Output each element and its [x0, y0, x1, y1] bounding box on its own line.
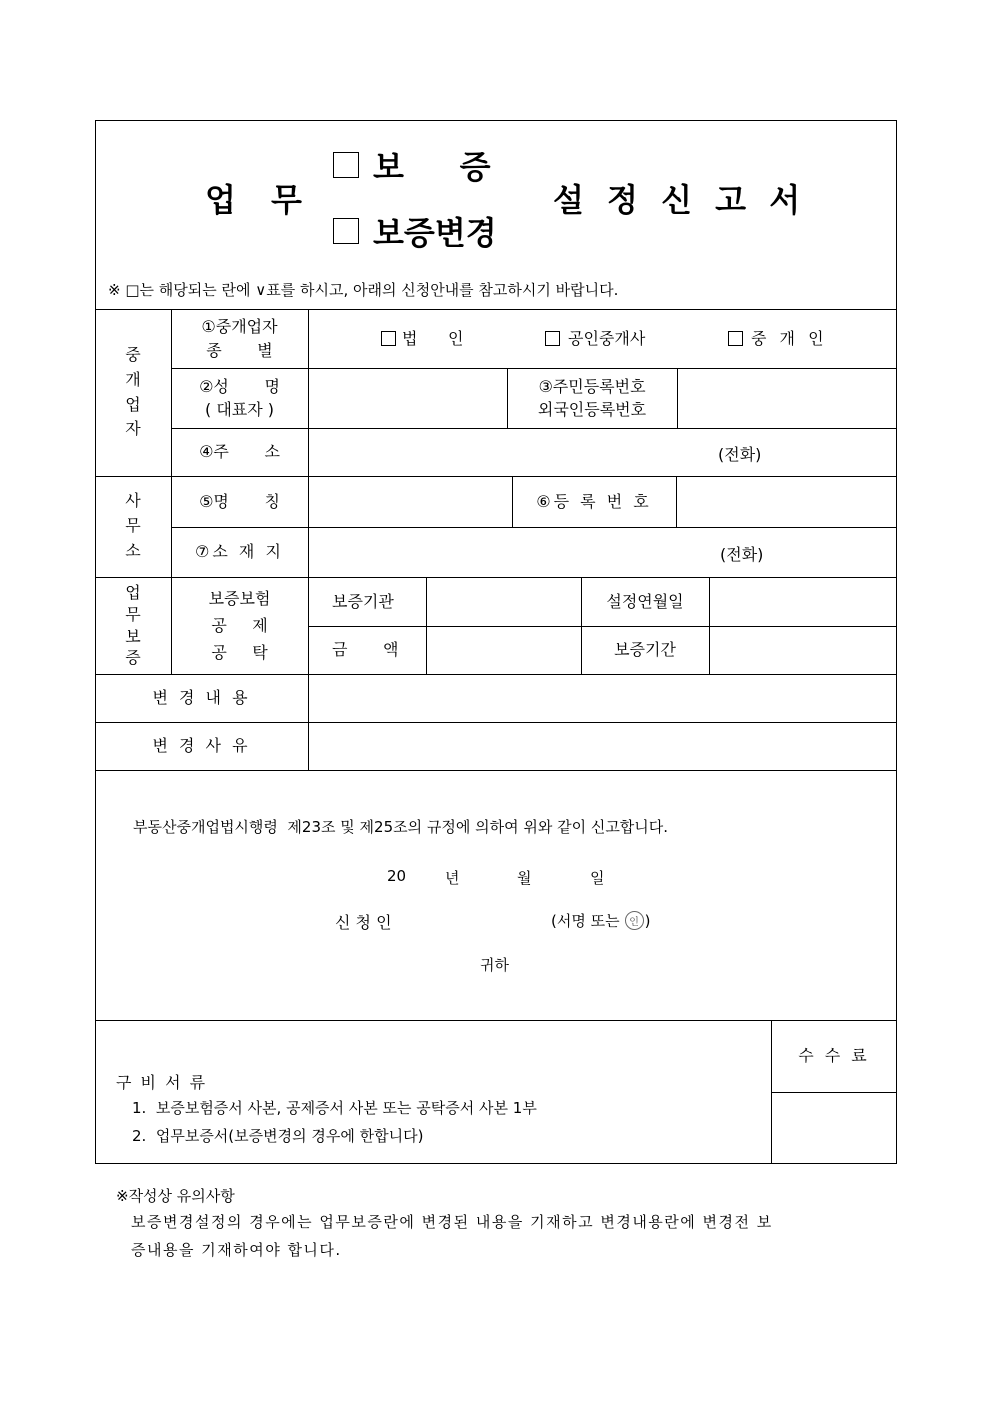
option-broker[interactable] [728, 326, 828, 352]
option-broker-label: 중 개 인 [751, 328, 828, 348]
id-number-label: ③주민등록번호 외국인등록번호 [537, 376, 647, 419]
registration-number-field[interactable] [676, 476, 897, 527]
option-corporation-label: 법 인 [402, 328, 464, 348]
institution-label: 보증기관 [332, 591, 394, 611]
setup-date-field[interactable] [709, 577, 897, 626]
title-option-change [333, 208, 497, 254]
date-year-unit: 년 [445, 869, 460, 887]
notes-heading: ※작성상 유의사항 [116, 1187, 235, 1205]
fee-field[interactable] [771, 1092, 897, 1164]
section-agent-label: 중 개 업 자 [125, 344, 141, 439]
agent-type-label: ①중개업자 종 별 [201, 317, 278, 360]
institution-field[interactable] [426, 577, 581, 626]
location-phone-label: (전화) [720, 545, 764, 564]
change-reason-label: 변 경 사 유 [152, 736, 251, 756]
applicant-label: 신 청 인 [335, 913, 392, 932]
addressee: 귀하 [480, 956, 509, 974]
notes-line-2: 증내용을 기재하여야 합니다. [131, 1241, 342, 1259]
amount-field[interactable] [426, 626, 581, 674]
guarantee-type-label: 보증보험 공 제 공 탁 [208, 588, 271, 663]
document-item: 1. 보증보험증서 사본, 공제증서 사본 또는 공탁증서 사본 1부 [132, 1099, 537, 1117]
documents-heading: 구 비 서 류 [116, 1073, 208, 1092]
change-content-field[interactable] [308, 674, 897, 722]
date-day-unit: 일 [590, 869, 605, 887]
name-field[interactable] [308, 368, 507, 428]
section-office-label: 사 무 소 [125, 491, 141, 560]
location-label: ⑦소 재 지 [195, 542, 284, 562]
fee-label: 수 수 료 [798, 1046, 870, 1066]
office-name-label: ⑤명 칭 [199, 491, 280, 511]
signature-label-text: (서명 또는 [551, 912, 620, 930]
section-guarantee-label: 업 무 보 증 [125, 583, 141, 668]
document-item: 2. 업무보증서(보증변경의 경우에 한합니다) [132, 1127, 424, 1145]
date-year[interactable]: 20 [387, 867, 407, 885]
rule [95, 770, 897, 771]
option-licensed-agent-label: 공인중개사 [568, 328, 646, 348]
checkbox-broker[interactable] [728, 331, 743, 346]
address-label: ④주 소 [199, 442, 280, 462]
address-phone-label: (전화) [718, 445, 762, 464]
checkbox-corporation[interactable] [381, 331, 396, 346]
checkbox-guarantee-change[interactable] [333, 218, 359, 244]
declaration-text: 부동산중개업법시행령 제23조 및 제25조의 규정에 의하여 위와 같이 신고합니다. [133, 818, 669, 836]
checkbox-licensed-agent[interactable] [545, 331, 560, 346]
name-label: ②성 명 ( 대표자 ) [199, 376, 280, 419]
office-name-field[interactable] [308, 476, 512, 527]
setup-date-label: 설정연월일 [606, 591, 684, 611]
checkbox-guarantee[interactable] [333, 152, 359, 178]
seal-icon: 인 [625, 911, 644, 930]
title-right: 설 정 신 고 서 [553, 181, 807, 219]
agent-type-options [308, 309, 897, 368]
change-content-label: 변 경 내 용 [152, 688, 251, 708]
instruction-text: ※ □는 해당되는 란에 ∨표를 하시고, 아래의 신청안내를 참고하시기 바랍니다. [108, 281, 619, 299]
notes-line-1: 보증변경설정의 경우에는 업무보증란에 변경된 내용을 기재하고 변경내용란에 변경전 보 [131, 1213, 773, 1231]
id-number-field[interactable] [677, 368, 897, 428]
signature-label-close: ) [644, 911, 651, 930]
title-option-change-label: 보증변경 [373, 214, 497, 252]
amount-label: 금 액 [332, 640, 399, 660]
option-licensed-agent[interactable] [545, 326, 645, 352]
location-field[interactable] [308, 527, 897, 577]
guarantee-period-label: 보증기간 [614, 640, 676, 660]
registration-number-label: ⑥등 록 번 호 [536, 491, 652, 511]
guarantee-period-field[interactable] [709, 626, 897, 674]
option-corporation[interactable] [381, 326, 463, 352]
signature-label [551, 910, 650, 931]
title-left: 업 무 [205, 181, 314, 219]
address-field[interactable] [308, 428, 897, 476]
date-month-unit: 월 [517, 869, 532, 887]
title-option-guarantee [333, 142, 491, 188]
title-option-guarantee-label: 보 증 [373, 148, 491, 186]
change-reason-field[interactable] [308, 722, 897, 770]
